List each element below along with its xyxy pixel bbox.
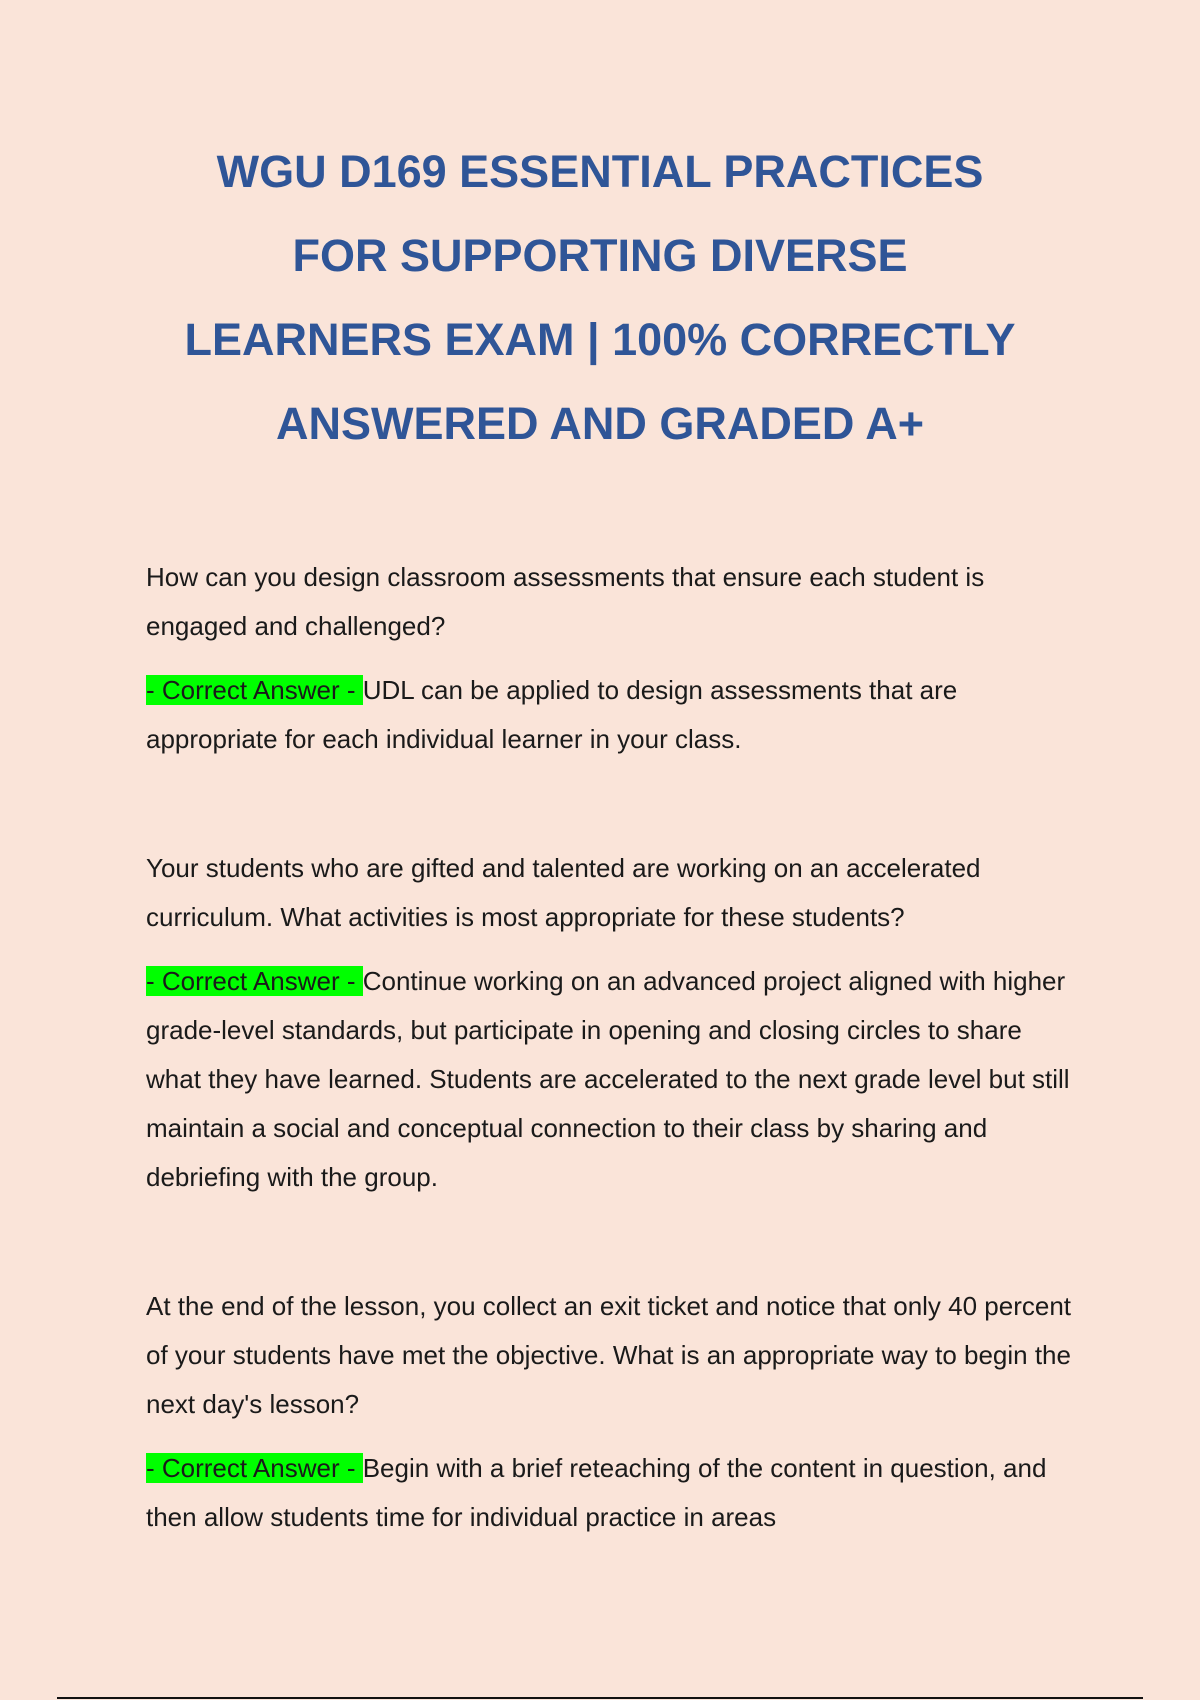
qa-item <box>146 1282 1076 1542</box>
answer-paragraph <box>146 666 1076 764</box>
title-line: ANSWERED AND GRADED A+ <box>276 398 924 449</box>
question-text: How can you design classroom assessments that ensure each student is engaged and challenged? <box>146 562 985 641</box>
qa-item <box>146 844 1076 1202</box>
title-line: WGU D169 ESSENTIAL PRACTICES <box>216 146 984 197</box>
title-line: FOR SUPPORTING DIVERSE <box>292 230 908 281</box>
answer-text: Begin with a brief reteaching of the content in question, and then allow students time for individual practice in areas <box>146 1453 1047 1532</box>
answer-paragraph <box>146 957 1076 1202</box>
title-line: LEARNERS EXAM | 100% CORRECTLY <box>184 314 1016 365</box>
qa-list <box>146 553 1076 1622</box>
footer-divider <box>57 1697 1143 1699</box>
correct-answer-label: - Correct Answer - <box>146 1453 363 1483</box>
qa-item <box>146 553 1076 764</box>
question-text: Your students who are gifted and talented are working on an accelerated curriculum. What activities is most appropriate for these students? <box>146 853 981 932</box>
question-text: At the end of the lesson, you collect an exit ticket and notice that only 40 percent of your students have met the objective. What is an appropriate way to begin the next day's lesson? <box>146 1291 1072 1419</box>
answer-text: Continue working on an advanced project aligned with higher grade-level standards, but participate in opening and closing circles to share what they have learned. Students are accelerated to the next grade level but still maintain a social and conceptual connection to their class by sharing and debriefing with the group. <box>146 966 1070 1192</box>
document-title <box>100 130 1100 466</box>
correct-answer-label: - Correct Answer - <box>146 966 363 996</box>
correct-answer-label: - Correct Answer - <box>146 675 363 705</box>
answer-paragraph <box>146 1444 1076 1542</box>
answer-text: UDL can be applied to design assessments that are appropriate for each individual learner in your class. <box>146 675 958 754</box>
